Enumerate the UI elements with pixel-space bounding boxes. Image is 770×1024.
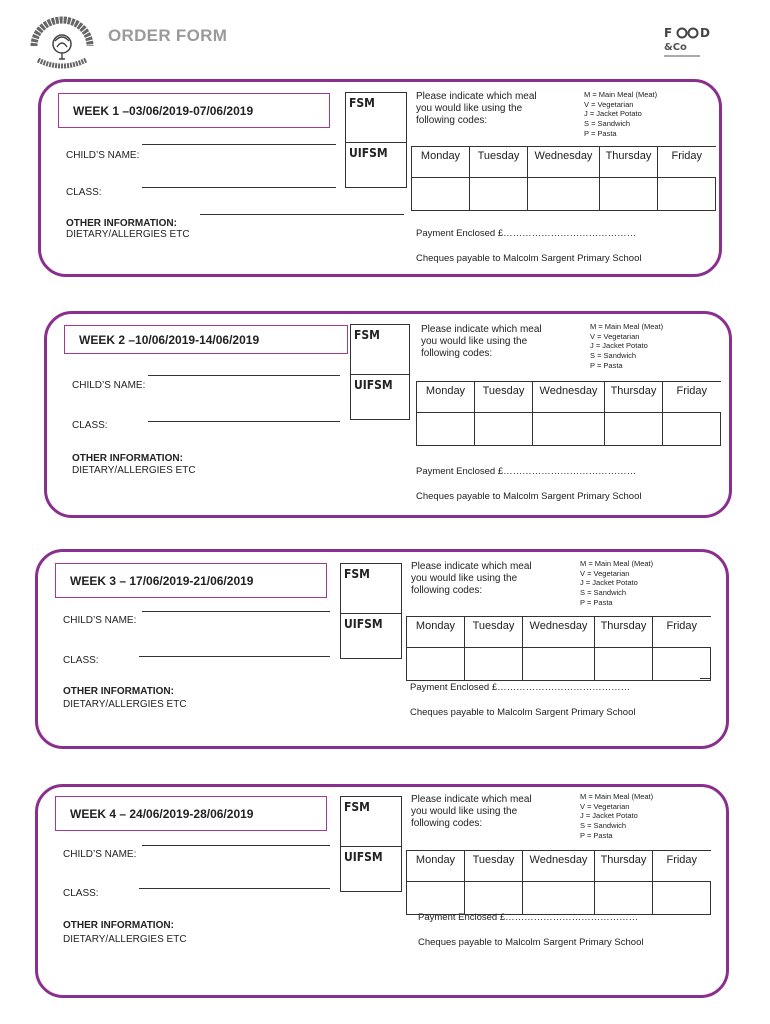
dietary-label: DIETARY/ALLERGIES ETC [66, 229, 190, 240]
meal-code: P = Pasta [580, 830, 613, 840]
childs-name-field[interactable] [148, 375, 340, 376]
other-information-field[interactable] [200, 214, 404, 215]
meal-choice-monday[interactable] [417, 413, 475, 446]
cheques-note: Cheques payable to Malcolm Sargent Primary School [410, 707, 636, 718]
meal-choice-monday[interactable] [407, 882, 465, 915]
svg-text:D: D [700, 26, 710, 40]
payment-enclosed-field[interactable]: Payment Enclosed £…………………………………… [416, 466, 637, 477]
meal-choice-friday[interactable] [663, 413, 721, 446]
childs-name-field[interactable] [142, 144, 336, 145]
meal-codes-legend [584, 90, 657, 139]
meal-choice-monday[interactable] [412, 178, 470, 211]
cheques-note: Cheques payable to Malcolm Sargent Primary School [418, 937, 644, 948]
meal-choice-thursday[interactable] [600, 178, 658, 211]
childs-name-field[interactable] [142, 845, 330, 846]
meal-day-table [411, 146, 716, 211]
meal-code: V = Vegetarian [580, 568, 630, 578]
meal-code: J = Jacket Potato [580, 811, 638, 821]
meal-choice-tuesday[interactable] [475, 413, 533, 446]
meal-code: V = Vegetarian [584, 99, 634, 109]
svg-text:F: F [664, 26, 673, 40]
meal-codes-legend [580, 792, 653, 841]
fsm-checkbox[interactable] [350, 324, 410, 374]
fsm-checkbox[interactable] [340, 796, 402, 846]
meal-choice-tuesday[interactable] [465, 648, 523, 681]
dietary-label: DIETARY/ALLERGIES ETC [72, 465, 196, 476]
class-label: CLASS: [63, 888, 99, 899]
day-header-monday: Monday [407, 617, 465, 648]
meal-code: J = Jacket Potato [590, 341, 648, 351]
day-header-tuesday: Tuesday [465, 851, 523, 882]
meal-choice-thursday[interactable] [595, 882, 653, 915]
other-information-label: OTHER INFORMATION: [66, 218, 177, 229]
meal-instructions: Please indicate which meal you would like using the following codes: [411, 561, 532, 596]
meal-instructions: Please indicate which meal you would like using the following codes: [411, 794, 532, 829]
day-header-wednesday: Wednesday [528, 147, 600, 178]
meal-instructions: Please indicate which meal you would like using the following codes: [421, 324, 542, 359]
meal-choice-wednesday[interactable] [533, 413, 605, 446]
day-header-tuesday: Tuesday [475, 382, 533, 413]
meal-code: S = Sandwich [580, 588, 627, 598]
caterer-logo [660, 24, 718, 64]
childs-name-label: CHILD’S NAME: [72, 380, 146, 391]
page-title: ORDER FORM [108, 26, 228, 45]
meal-day-table [416, 381, 721, 446]
fsm-label: FSM [349, 96, 375, 110]
childs-name-field[interactable] [142, 611, 330, 612]
uifsm-label: UIFSM [354, 378, 393, 392]
week-1-title: WEEK 1 –03/06/2019-07/06/2019 [58, 93, 330, 128]
class-field[interactable] [139, 656, 330, 657]
meal-code: P = Pasta [590, 360, 623, 370]
day-header-thursday: Thursday [595, 851, 653, 882]
corner-mark [700, 906, 711, 915]
meal-choice-wednesday[interactable] [528, 178, 600, 211]
day-header-thursday: Thursday [605, 382, 663, 413]
fsm-checkbox[interactable] [340, 563, 402, 613]
meal-choice-monday[interactable] [407, 648, 465, 681]
uifsm-label: UIFSM [349, 146, 388, 160]
other-information-label: OTHER INFORMATION: [72, 453, 183, 464]
other-information-label: OTHER INFORMATION: [63, 686, 174, 697]
payment-enclosed-field[interactable]: Payment Enclosed £…………………………………… [418, 912, 639, 923]
day-header-friday: Friday [663, 382, 721, 413]
class-label: CLASS: [66, 187, 102, 198]
day-header-monday: Monday [412, 147, 470, 178]
uifsm-label: UIFSM [344, 617, 383, 631]
childs-name-label: CHILD’S NAME: [63, 615, 137, 626]
meal-code: M = Main Meal (Meat) [584, 90, 658, 99]
fsm-label: FSM [344, 800, 370, 814]
meal-choice-tuesday[interactable] [470, 178, 528, 211]
meal-code: J = Jacket Potato [584, 109, 642, 119]
fsm-label: FSM [354, 328, 380, 342]
day-header-friday: Friday [653, 617, 711, 648]
day-header-thursday: Thursday [595, 617, 653, 648]
class-label: CLASS: [63, 655, 99, 666]
meal-choice-friday[interactable] [658, 178, 716, 211]
day-header-wednesday: Wednesday [533, 382, 605, 413]
day-header-tuesday: Tuesday [470, 147, 528, 178]
meal-codes-legend [590, 322, 663, 371]
meal-codes-legend [580, 559, 653, 608]
class-label: CLASS: [72, 420, 108, 431]
class-field[interactable] [148, 421, 340, 422]
uifsm-checkbox[interactable] [340, 613, 402, 659]
day-header-friday: Friday [658, 147, 716, 178]
meal-choice-thursday[interactable] [595, 648, 653, 681]
meal-code: V = Vegetarian [580, 801, 630, 811]
week-3-title: WEEK 3 – 17/06/2019-21/06/2019 [55, 563, 327, 598]
corner-mark [700, 670, 711, 679]
uifsm-checkbox[interactable] [340, 846, 402, 892]
day-header-wednesday: Wednesday [523, 617, 595, 648]
dietary-label: DIETARY/ALLERGIES ETC [63, 934, 187, 945]
meal-code: J = Jacket Potato [580, 578, 638, 588]
meal-code: P = Pasta [580, 597, 613, 607]
uifsm-label: UIFSM [344, 850, 383, 864]
payment-enclosed-field[interactable]: Payment Enclosed £…………………………………… [416, 228, 637, 239]
fsm-checkbox[interactable] [345, 92, 407, 142]
meal-code: M = Main Meal (Meat) [580, 559, 654, 568]
meal-code: V = Vegetarian [590, 331, 640, 341]
uifsm-checkbox[interactable] [345, 142, 407, 188]
dietary-label: DIETARY/ALLERGIES ETC [63, 699, 187, 710]
meal-day-table [406, 616, 711, 681]
meal-code: S = Sandwich [580, 821, 627, 831]
day-header-monday: Monday [407, 851, 465, 882]
childs-name-label: CHILD’S NAME: [66, 150, 140, 161]
fsm-label: FSM [344, 567, 370, 581]
meal-code: S = Sandwich [590, 351, 637, 361]
meal-choice-wednesday[interactable] [523, 648, 595, 681]
meal-code: M = Main Meal (Meat) [580, 792, 654, 801]
day-header-thursday: Thursday [600, 147, 658, 178]
week-2-title: WEEK 2 –10/06/2019-14/06/2019 [64, 325, 348, 354]
meal-code: M = Main Meal (Meat) [590, 322, 664, 331]
svg-text:&Co: &Co [664, 42, 687, 53]
meal-choice-tuesday[interactable] [465, 882, 523, 915]
meal-code: P = Pasta [584, 128, 617, 138]
day-header-monday: Monday [417, 382, 475, 413]
meal-choice-thursday[interactable] [605, 413, 663, 446]
childs-name-label: CHILD’S NAME: [63, 849, 137, 860]
payment-enclosed-field[interactable]: Payment Enclosed £…………………………………… [410, 682, 631, 693]
meal-day-table [406, 850, 711, 915]
class-field[interactable] [139, 888, 330, 889]
meal-instructions: Please indicate which meal you would like using the following codes: [416, 91, 537, 126]
day-header-wednesday: Wednesday [523, 851, 595, 882]
cheques-note: Cheques payable to Malcolm Sargent Primary School [416, 491, 642, 502]
day-header-tuesday: Tuesday [465, 617, 523, 648]
cheques-note: Cheques payable to Malcolm Sargent Primary School [416, 253, 642, 264]
meal-code: S = Sandwich [584, 119, 631, 129]
uifsm-checkbox[interactable] [350, 374, 410, 420]
day-header-friday: Friday [653, 851, 711, 882]
school-logo [26, 16, 98, 74]
meal-choice-wednesday[interactable] [523, 882, 595, 915]
class-field[interactable] [142, 187, 336, 188]
week-4-title: WEEK 4 – 24/06/2019-28/06/2019 [55, 796, 327, 831]
other-information-label: OTHER INFORMATION: [63, 920, 174, 931]
